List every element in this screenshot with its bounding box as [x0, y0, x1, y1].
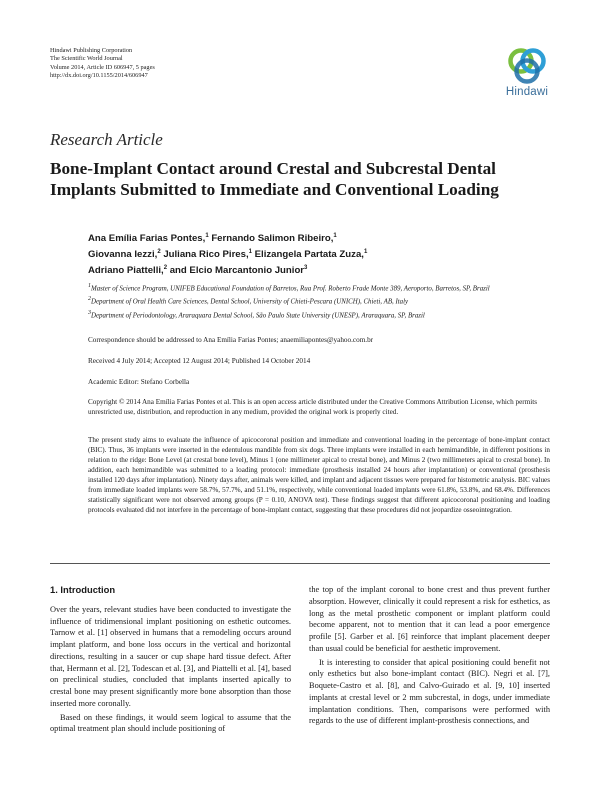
author-line: [88, 230, 548, 246]
author-name: and Elcio Marcantonio Junior: [167, 264, 305, 276]
affiliation-item: $^3$Department of Periodontology, Araraquara Dental School, São Paulo State University (UNESP), Araraquara, SP, Brazil: [88, 309, 425, 319]
affiliation-item: $^2$Department of Oral Health Care Sciences, Dental School, University of Chieti-Pescara (UNICH), Chieti, AB, Italy: [88, 296, 409, 306]
author-name: Ana Emília Farias Pontes,: [88, 233, 206, 245]
publisher-block: [50, 47, 155, 81]
logo-text: Hindawi: [505, 86, 549, 98]
author-name: Elizangela Partata Zuza,: [251, 249, 364, 261]
article-title: Bone-Implant Contact around Crestal and Subcrestal Dental Implants Submitted to Immediate and Conventional Loading: [50, 159, 499, 199]
section-heading: 1. Introduction: [50, 584, 116, 595]
affiliations: [88, 281, 548, 321]
body-column-right: [309, 584, 550, 727]
journal-name: The Scientific World Journal: [50, 55, 123, 63]
affiliation-marker: 1: [248, 248, 252, 255]
author-name: Giovanna Iezzi,: [88, 249, 158, 261]
paragraph: the top of the implant coronal to bone crest and thus prevent further absorption. However, clinically it could represent a risk for esthetics, as long as the metal prosthetic component or implant platform could become apparent, not to mention that it can lead a poor emergence profile [5]. Garber et al. [6] reinforce that implant placement deeper than usual could be beneficial for aesthetic improvement.: [309, 585, 550, 653]
academic-editor: Academic Editor: Stefano Corbella: [88, 378, 190, 386]
paragraph: Based on these findings, it would seem logical to assume that the optimal treatment plan should include positioning of: [50, 712, 291, 734]
section-divider: [50, 563, 550, 564]
affiliation-marker: 2: [157, 248, 161, 255]
copyright-notice: Copyright © 2014 Ana Emília Farias Pontes et al. This is an open access article distributed under the Creative Commons Attribution License, which permits unrestricted use, distribution, and reproduction in any medium, provided the original work is properly cited.: [88, 398, 538, 417]
affiliation-marker: 1: [205, 233, 209, 239]
hindawi-logo[interactable]: [498, 44, 556, 98]
paragraph: It is interesting to consider that apical positioning could benefit not only esthetics but also bone-implant contact (BIC). Negri et al. [7], Boquete-Castro et al. [8], and Calvo-Guirado et al. [9, 10] inserted implants at crestal level or 2 mm subcrestal, in dogs, under immediate implantation conditions. Then, comparisons were performed with regards to the use of different implant-prosthesis connections, and: [309, 657, 550, 726]
paragraph: Over the years, relevant studies have been conducted to investigate the influence of tridimensional implant positioning on esthetic outcomes. Tarnow et al. [1] observed in humans that a remodeling occurs around implant platform, and bone loss occurs in the vertical and horizontal directions, resulting in a saucer or cup shape hard tissue defect. After that, Hermann et al. [2], Todescan et al. [3], and Piattelli et al. [4], based on preclinical studies, concluded that implants inserted apically to crestal bone may present significantly more bone absorption than those inserted more coronally.: [50, 604, 291, 708]
publisher-name: Hindawi Publishing Corporation: [50, 47, 133, 54]
author-name: Juliana Rico Pires,: [160, 249, 249, 261]
affiliation-marker: 1: [333, 233, 337, 239]
affiliation-marker: 2: [163, 264, 168, 271]
affiliation-marker: 1: [363, 248, 368, 255]
author-name: Fernando Salimon Ribeiro,: [208, 233, 334, 245]
author-name: Adriano Piattelli,: [88, 264, 164, 276]
author-list: [88, 230, 548, 278]
body-column-left: [50, 584, 291, 735]
publication-dates: Received 4 July 2014; Accepted 12 August 2014; Published 14 October 2014: [88, 357, 311, 365]
abstract: The present study aims to evaluate the influence of apicocoronal position and immediate and conventional loading in the percentage of bone-implant contact (BIC). Thus, 36 implants were inserted in the edentulous mandible from six dogs. Three implants were installed in each hemimandible, in different positions in relation to the ridge: Bone Level (at crestal bone level), Minus 1 (one millimeter apical to crestal bone), and Minus 2 (two millimeters apical to crestal bone). In addition, each hemimandible was submitted to a loading protocol: immediate (prosthesis installed 24 hours after implantation) or conventional (prosthesis installed 120 days after implantation). Ninety days after, animals were killed, and implant and adjacent tissues were prepared for histometric analysis. BIC values from immediate loaded implants were 58.7%, 57.7%, and 51.1%, respectively, while conventional loaded implants were 61.8%, 53.8%, and 68.4%. Differences statistically significant were not observed among groups (P = 0.10, ANOVA test). These findings suggest that different apicocoronal positioning and loading protocols evaluated did not interfere in the percentage of bone-implant contact, suggesting that these procedures did not jeopardize osseointegration.: [88, 436, 550, 514]
doi-link[interactable]: http://dx.doi.org/10.1155/2014/606947: [50, 72, 148, 80]
author-line: [88, 262, 548, 278]
author-line: [88, 246, 548, 262]
volume-info: Volume 2014, Article ID 606947, 5 pages: [50, 63, 155, 71]
correspondence: Correspondence should be addressed to Ana Emília Farias Pontes; anaemiliapontes@yahoo.com.br: [88, 336, 374, 344]
affiliation-marker: 3: [304, 264, 308, 271]
hindawi-logo-icon: [506, 44, 548, 86]
affiliation-item: $^1$Master of Science Program, UNIFEB Educational Foundation of Barretos, Rua Prof. Roberto Frade Monte 389, Aeroporto, Barretos, SP, Brazil: [88, 283, 490, 293]
article-type: Research Article: [50, 130, 163, 149]
